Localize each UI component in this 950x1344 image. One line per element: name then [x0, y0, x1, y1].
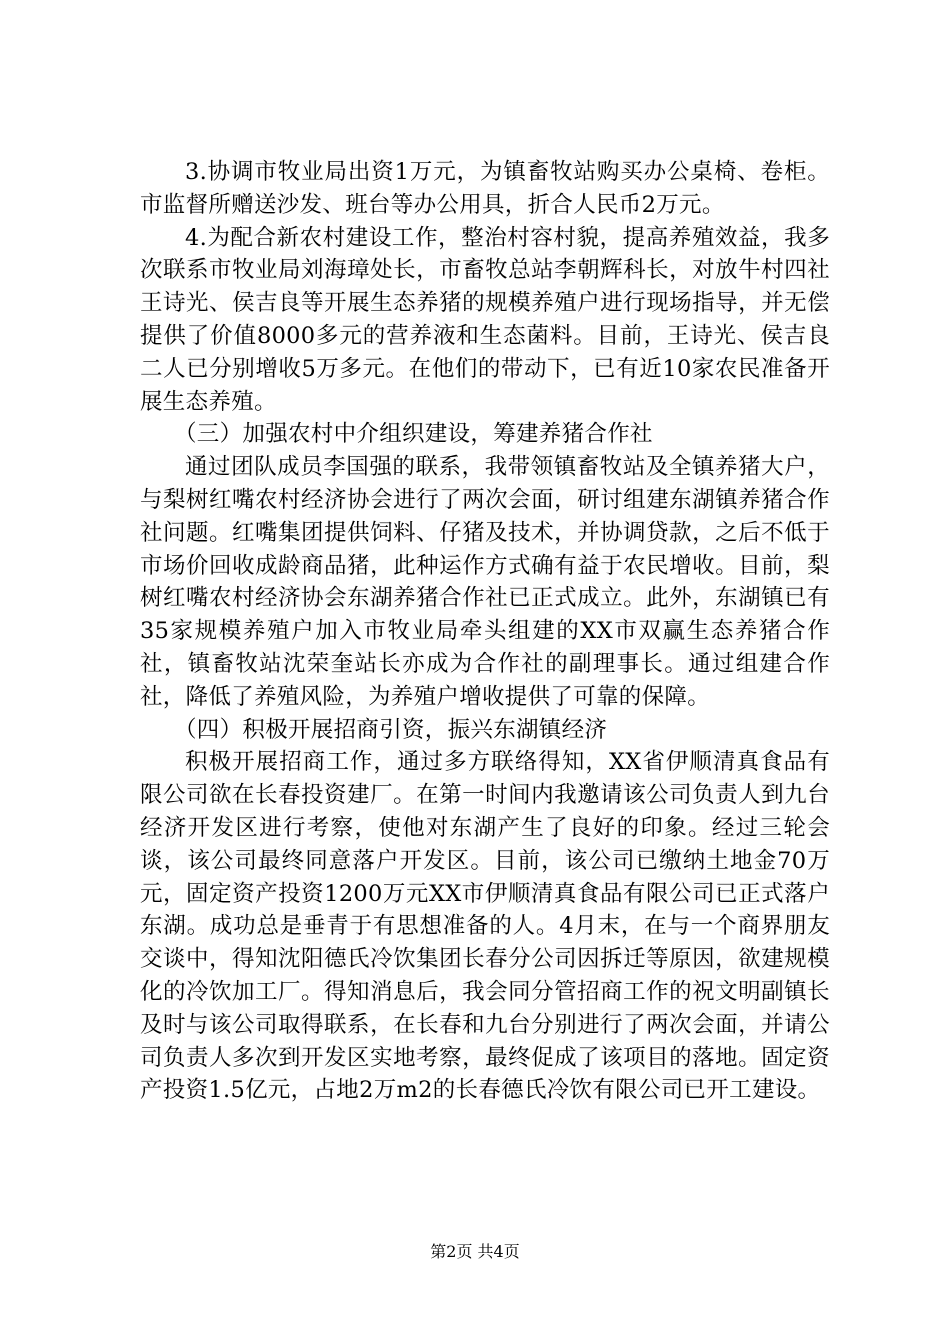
- paragraph: 通过团队成员李国强的联系，我带领镇畜牧站及全镇养猪大户，与梨树红嘴农村经济协会进行了两次会面，研讨组建东湖镇养猪合作社问题。红嘴集团提供饲料、仔猪及技术，并协调贷款，之后不低于市场价回收成龄商品猪，此种运作方式确有益于农民增收。目前，梨树红嘴农村经济协会东湖养猪合作社已正式成立。此外，东湖镇已有35家规模养殖户加入市牧业局牵头组建的XX市双赢生态养猪合作社，镇畜牧站沈荣奎站长亦成为合作社的副理事长。通过组建合作社，降低了养殖风险，为养殖户增收提供了可靠的保障。: [140, 454, 830, 710]
- paragraph: 4.为配合新农村建设工作，整治村容村貌，提高养殖效益，我多次联系市牧业局刘海璋处长，市畜牧总站李朝辉科长，对放牛村四社王诗光、侯吉良等开展生态养猪的规模养殖户进行现场指导，并无偿提供了价值8000多元的营养液和生态菌料。目前，王诗光、侯吉良二人已分别增收5万多元。在他们的带动下，已有近10家农民准备开展生态养殖。: [140, 224, 830, 415]
- paragraph: 积极开展招商工作，通过多方联络得知，XX省伊顺清真食品有限公司欲在长春投资建厂。在第一时间内我邀请该公司负责人到九台经济开发区进行考察，使他对东湖产生了良好的印象。经过三轮会谈，该公司最终同意落户开发区。目前，该公司已缴纳土地金70万元，固定资产投资1200万元XX市伊顺清真食品有限公司已正式落户东湖。成功总是垂青于有思想准备的人。4月末，在与一个商界朋友交谈中，得知沈阳德氏冷饮集团长春分公司因拆迁等原因，欲建规模化的冷饮加工厂。得知消息后，我会同分管招商工作的祝文明副镇长及时与该公司取得联系，在长春和九台分别进行了两次会面，并请公司负责人多次到开发区实地考察，最终促成了该项目的落地。固定资产投资1.5亿元，占地2万m2的长春德氏冷饮有限公司已开工建设。: [140, 749, 830, 1104]
- section-heading: （四）积极开展招商引资，振兴东湖镇经济: [174, 716, 608, 743]
- page-footer: 第2页 共4页: [430, 1242, 520, 1261]
- section-heading: （三）加强农村中介组织建设，筹建养猪合作社: [174, 421, 653, 448]
- paragraph: 3.协调市牧业局出资1万元，为镇畜牧站购买办公桌椅、卷柜。市监督所赠送沙发、班台等办公用具，折合人民币2万元。: [140, 159, 830, 218]
- document-body: [140, 156, 830, 1107]
